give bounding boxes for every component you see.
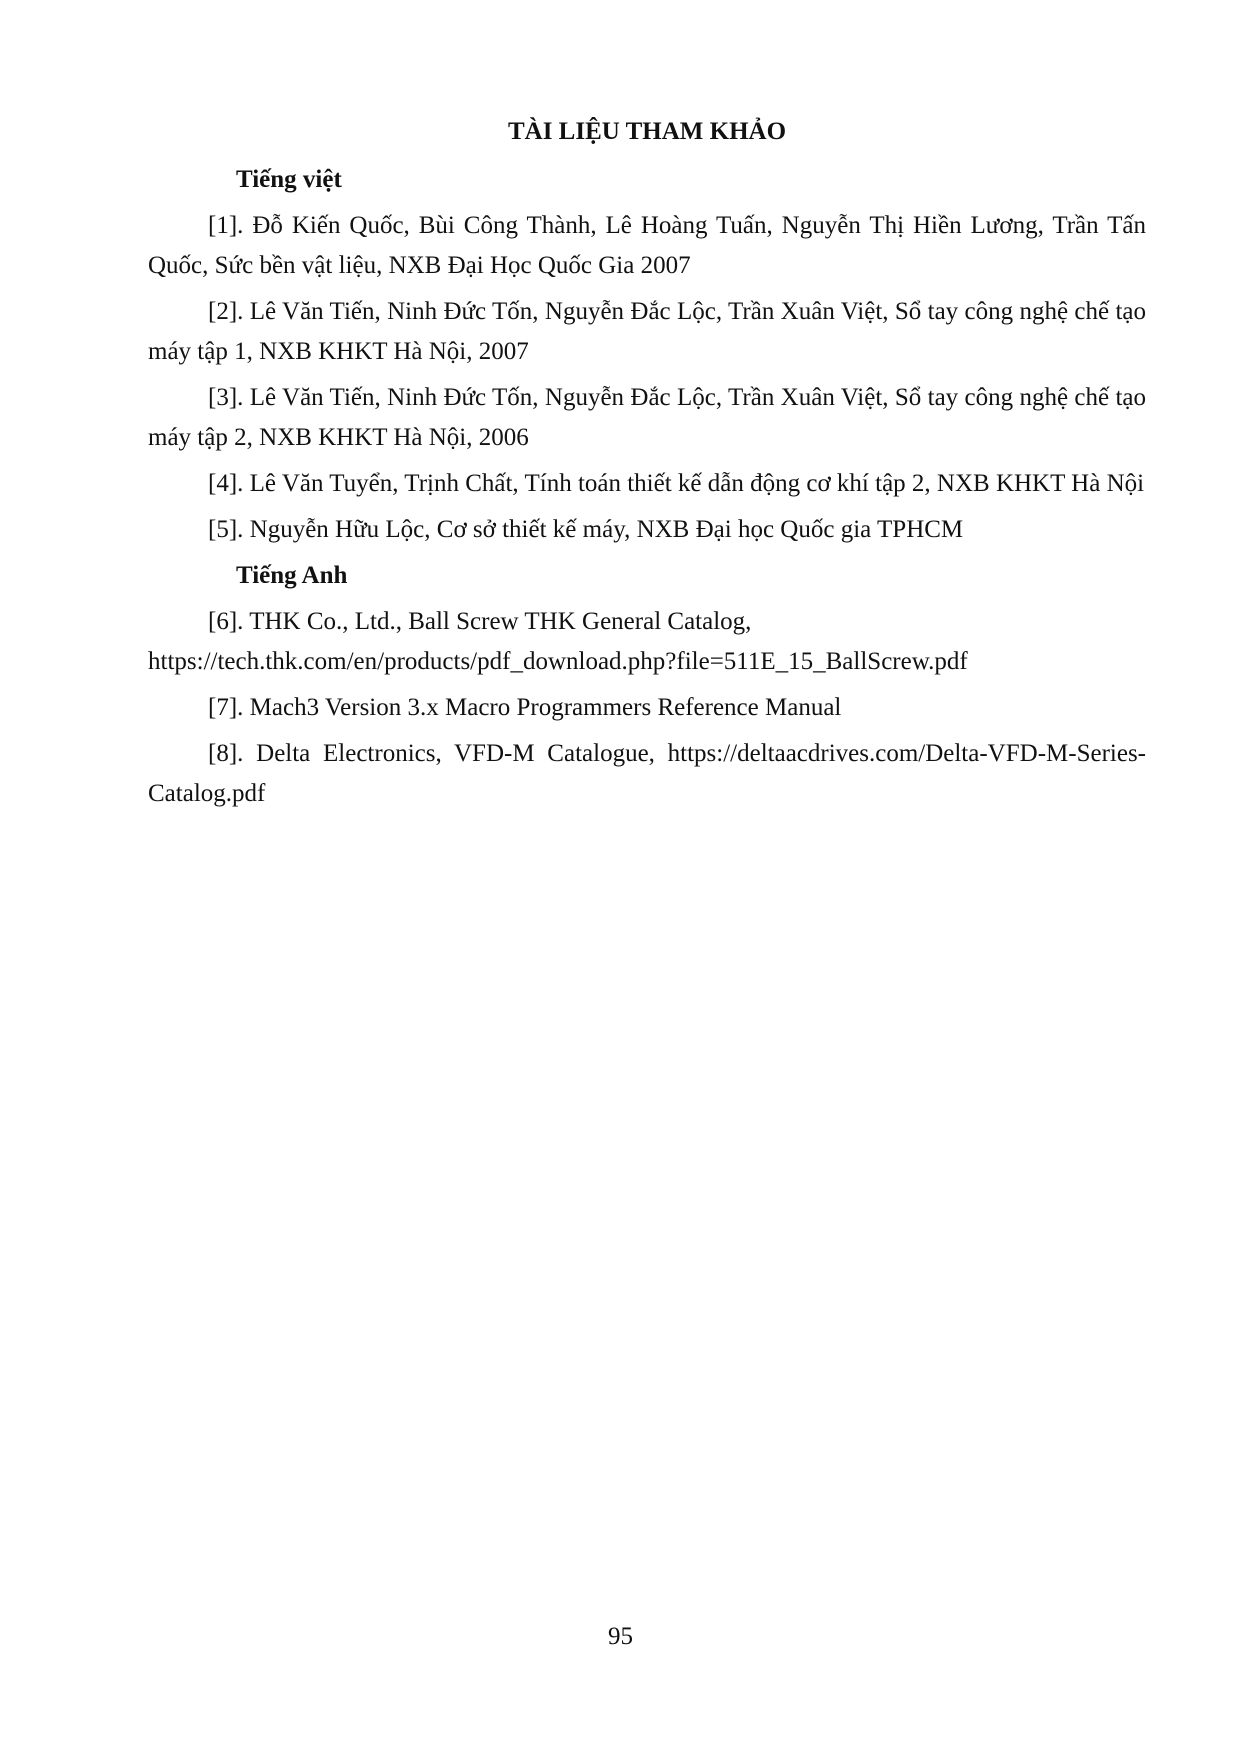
references-content [148, 112, 1146, 820]
reference-item-4: [4]. Lê Văn Tuyển, Trịnh Chất, Tính toán thiết kế dẫn động cơ khí tập 2, NXB KHKT Hà Nội [208, 470, 1145, 497]
reference-item-6 [148, 602, 1146, 682]
reference-item-5: [5]. Nguyễn Hữu Lộc, Cơ sở thiết kế máy, NXB Đại học Quốc gia TPHCM [208, 516, 964, 543]
reference-item-2: [2]. Lê Văn Tiến, Ninh Đức Tốn, Nguyễn Đắc Lộc, Trần Xuân Việt, Sổ tay công nghệ chế tạo máy tập 1, NXB KHKT Hà Nội, 2007 [148, 298, 1146, 365]
reference-item-6-url: https://tech.thk.com/en/products/pdf_download.php?file=511E_15_BallScrew.pdf [148, 648, 968, 675]
section-heading-english: Tiếng Anh [236, 562, 348, 589]
section-heading-vietnamese: Tiếng việt [236, 166, 342, 193]
reference-item-8: [8]. Delta Electronics, VFD-M Catalogue, https://deltaacdrives.com/Delta-VFD-M-Series-Catalog.pdf [148, 740, 1146, 807]
reference-item-1: [1]. Đỗ Kiến Quốc, Bùi Công Thành, Lê Hoàng Tuấn, Nguyễn Thị Hiền Lương, Trần Tấn Quốc, Sức bền vật liệu, NXB Đại Học Quốc Gia 2007 [148, 212, 1146, 279]
reference-item-6-text: [6]. THK Co., Ltd., Ball Screw THK General Catalog, [208, 608, 752, 635]
reference-item-3: [3]. Lê Văn Tiến, Ninh Đức Tốn, Nguyễn Đắc Lộc, Trần Xuân Việt, Sổ tay công nghệ chế tạo máy tập 2, NXB KHKT Hà Nội, 2006 [148, 384, 1146, 451]
page-number: 95 [608, 1623, 633, 1650]
page-title: TÀI LIỆU THAM KHẢO [507, 118, 787, 145]
reference-item-7: [7]. Mach3 Version 3.x Macro Programmers Reference Manual [208, 694, 842, 721]
